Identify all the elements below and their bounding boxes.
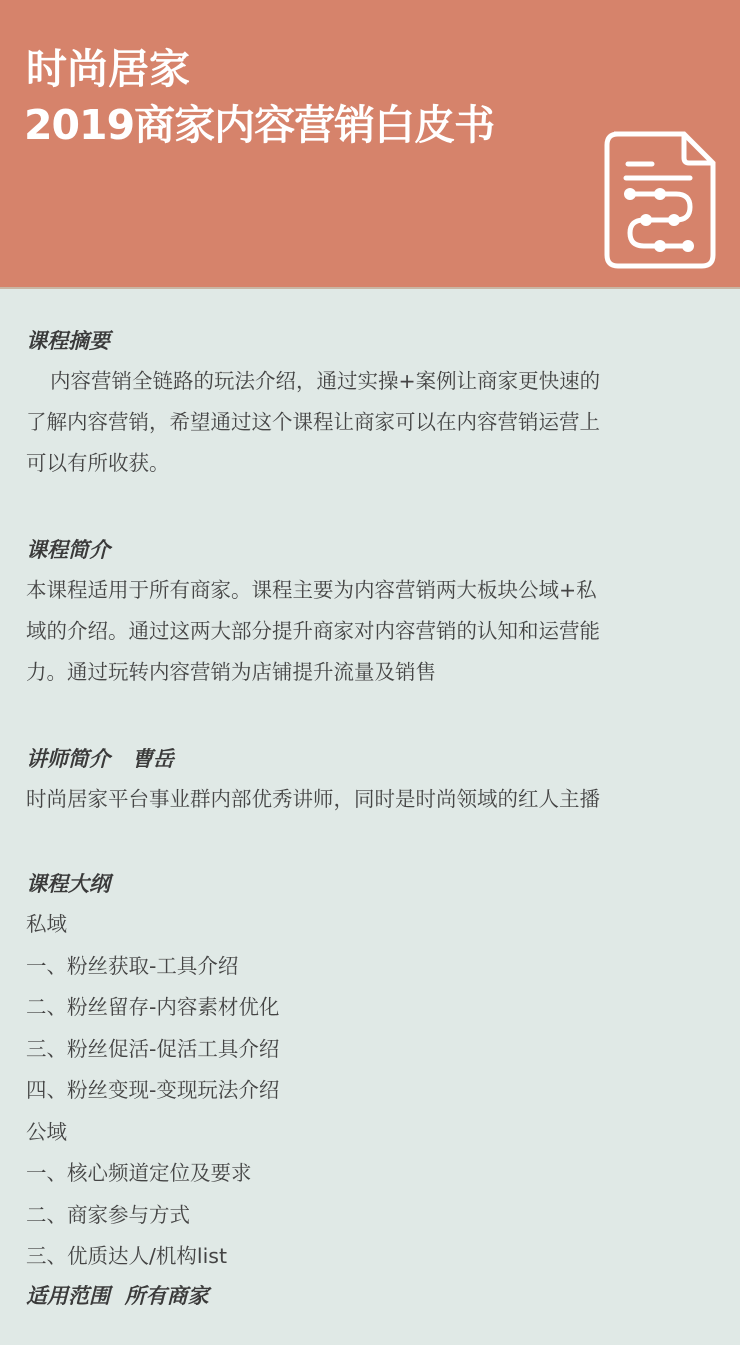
outline-item: 三、粉丝促活-促活工具介绍 — [26, 1036, 280, 1061]
outline-item: 公域 — [26, 1119, 67, 1144]
outline-item: 一、粉丝获取-工具介绍 — [26, 953, 239, 978]
summary-line: 可以有所收获。 — [26, 451, 170, 475]
title-line-2: 2019商家内容营销白皮书 — [24, 101, 495, 149]
outline-item: 二、商家参与方式 — [26, 1202, 190, 1227]
summary-title: 课程摘要 — [26, 329, 110, 353]
intro-line: 力。通过玩转内容营销为店铺提升流量及销售 — [26, 660, 436, 684]
scope-title: 适用范围 所有商家 — [26, 1283, 209, 1308]
outline-item: 一、核心频道定位及要求 — [26, 1161, 252, 1185]
lecturer-title: 讲师简介 曹岳 — [26, 747, 174, 771]
outline-item: 私域 — [26, 912, 67, 936]
intro-line: 本课程适用于所有商家。课程主要为内容营销两大板块公域+私 — [26, 578, 597, 602]
document-flow-icon — [604, 131, 716, 269]
lecturer-line: 时尚居家平台事业群内部优秀讲师，同时是时尚领域的红人主播 — [26, 787, 600, 811]
title-line-1: 时尚居家 — [26, 45, 190, 93]
outline-item: 三、优质达人/机构list — [26, 1244, 228, 1268]
outline-item: 四、粉丝变现-变现玩法介绍 — [26, 1078, 280, 1102]
content-area — [0, 289, 740, 1310]
summary-line: 内容营销全链路的玩法介绍，通过实操+案例让商家更快速的 — [50, 369, 601, 393]
outline-item: 二、粉丝留存-内容素材优化 — [26, 995, 280, 1019]
summary-line: 了解内容营销，希望通过这个课程让商家可以在内容营销运营上 — [26, 410, 600, 434]
outline-title: 课程大纲 — [26, 872, 110, 896]
intro-title: 课程简介 — [26, 538, 110, 562]
intro-line: 域的介绍。通过这两大部分提升商家对内容营销的认知和运营能 — [26, 619, 600, 643]
header-banner — [0, 0, 740, 289]
